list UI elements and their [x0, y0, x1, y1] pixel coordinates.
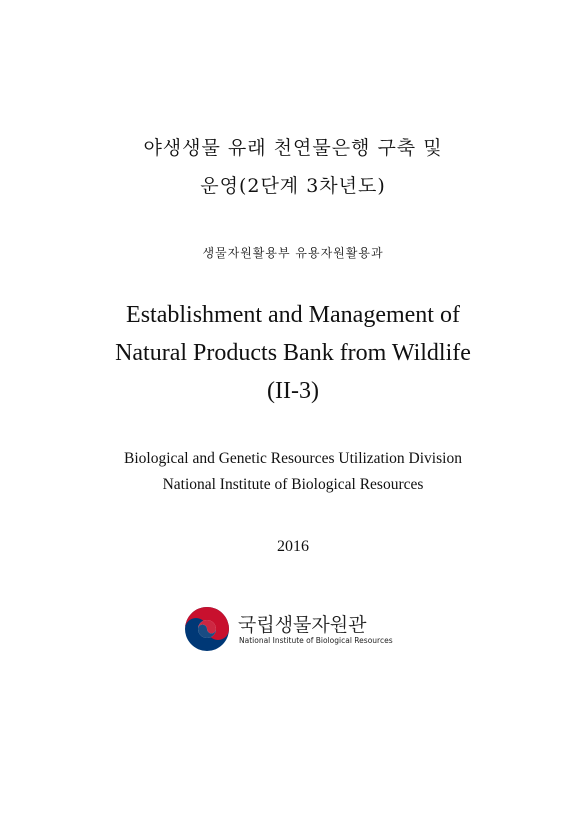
korean-department: 생물자원활용부 유용자원활용과 [202, 246, 384, 260]
english-title-line-2: Natural Products Bank from Wildlife [115, 340, 471, 366]
english-title-line-3: (II-3) [267, 378, 319, 404]
taegeuk-emblem-icon [184, 606, 230, 652]
logo-english-name: National Institute of Biological Resources [239, 636, 393, 645]
korean-title-line-1: 야생생물 유래 천연물은행 구축 및 [143, 137, 443, 159]
division-line-2: National Institute of Biological Resources [162, 476, 424, 493]
publication-year: 2016 [277, 538, 309, 555]
korean-title-line-2: 운영(2단계 3차년도) [200, 175, 386, 197]
english-title-line-1: Establishment and Management of [126, 302, 460, 328]
institute-logo [184, 606, 414, 654]
division-line-1: Biological and Genetic Resources Utilization Division [124, 450, 462, 467]
logo-korean-name: 국립생물자원관 [238, 614, 367, 636]
